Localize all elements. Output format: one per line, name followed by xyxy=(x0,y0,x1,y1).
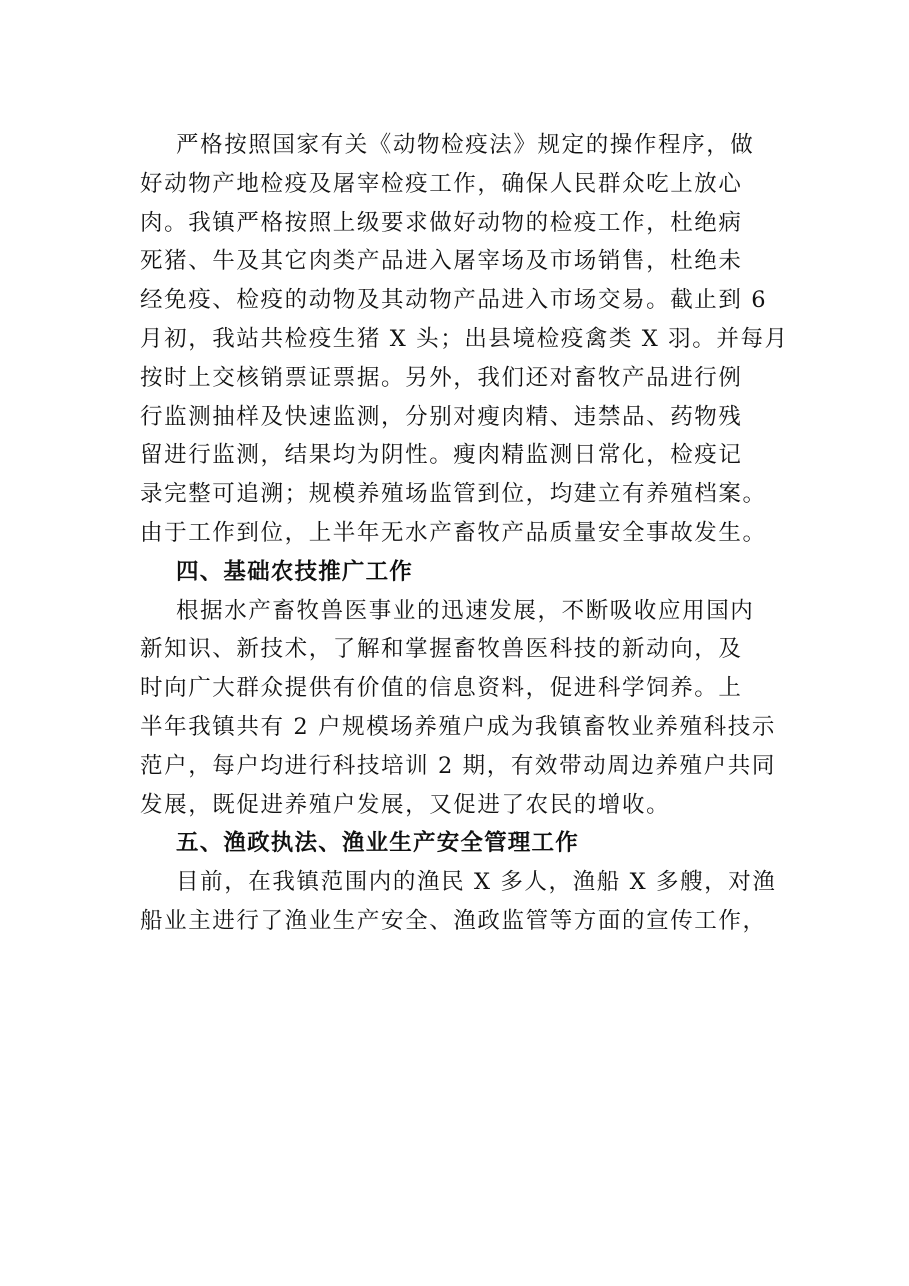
text-line: 按时上交核销票证票据。另外，我们还对畜牧产品进行例 xyxy=(140,364,743,391)
text-line: 肉。我镇严格按照上级要求做好动物的检疫工作，杜绝病 xyxy=(140,209,743,236)
section-heading-5: 五、渔政执法、渔业生产安全管理工作 xyxy=(176,830,579,857)
text-line: 根据水产畜牧兽医事业的迅速发展，不断吸收应用国内 xyxy=(176,597,755,624)
text-line: 半年我镇共有 2 户规模场养殖户成为我镇畜牧业养殖科技示 xyxy=(140,713,776,740)
document-body xyxy=(140,126,789,941)
text-line: 发展，既促进养殖户发展，又促进了农民的增收。 xyxy=(140,791,671,818)
text-line: 行监测抽样及快速监测，分别对瘦肉精、违禁品、药物残 xyxy=(140,403,743,430)
section-heading-4: 四、基础农技推广工作 xyxy=(176,558,414,585)
paragraph-agri-tech xyxy=(140,592,780,825)
text-line: 死猪、牛及其它肉类产品进入屠宰场及市场销售，杜绝未 xyxy=(140,248,743,275)
text-line: 由于工作到位，上半年无水产畜牧产品质量安全事故发生。 xyxy=(140,519,767,546)
paragraph-animal-quarantine xyxy=(140,126,789,553)
paragraph-fishery xyxy=(140,863,780,941)
text-line: 月初，我站共检疫生猪 X 头；出县境检疫禽类 X 羽。并每月 xyxy=(140,325,789,352)
text-line: 留进行监测，结果均为阴性。瘦肉精监测日常化，检疫记 xyxy=(140,442,743,469)
text-line: 新知识、新技术，了解和掌握畜牧兽医科技的新动向，及 xyxy=(140,636,743,663)
text-line: 严格按照国家有关《动物检疫法》规定的操作程序，做 xyxy=(176,132,755,158)
text-line: 时向广大群众提供有价值的信息资料，促进科学饲养。上 xyxy=(140,675,743,702)
text-line: 目前，在我镇范围内的渔民 X 多人，渔船 X 多艘，对渔 xyxy=(176,869,777,896)
text-line: 经免疫、检疫的动物及其动物产品进入市场交易。截止到 6 xyxy=(140,287,768,314)
text-line: 录完整可追溯；规模养殖场监管到位，均建立有养殖档案。 xyxy=(140,481,767,508)
text-line: 范户，每户均进行科技培训 2 期，有效带动周边养殖户共同 xyxy=(140,752,776,779)
text-line: 好动物产地检疫及屠宰检疫工作，确保人民群众吃上放心 xyxy=(140,170,743,197)
text-line: 船业主进行了渔业生产安全、渔政监管等方面的宣传工作， xyxy=(140,907,767,934)
